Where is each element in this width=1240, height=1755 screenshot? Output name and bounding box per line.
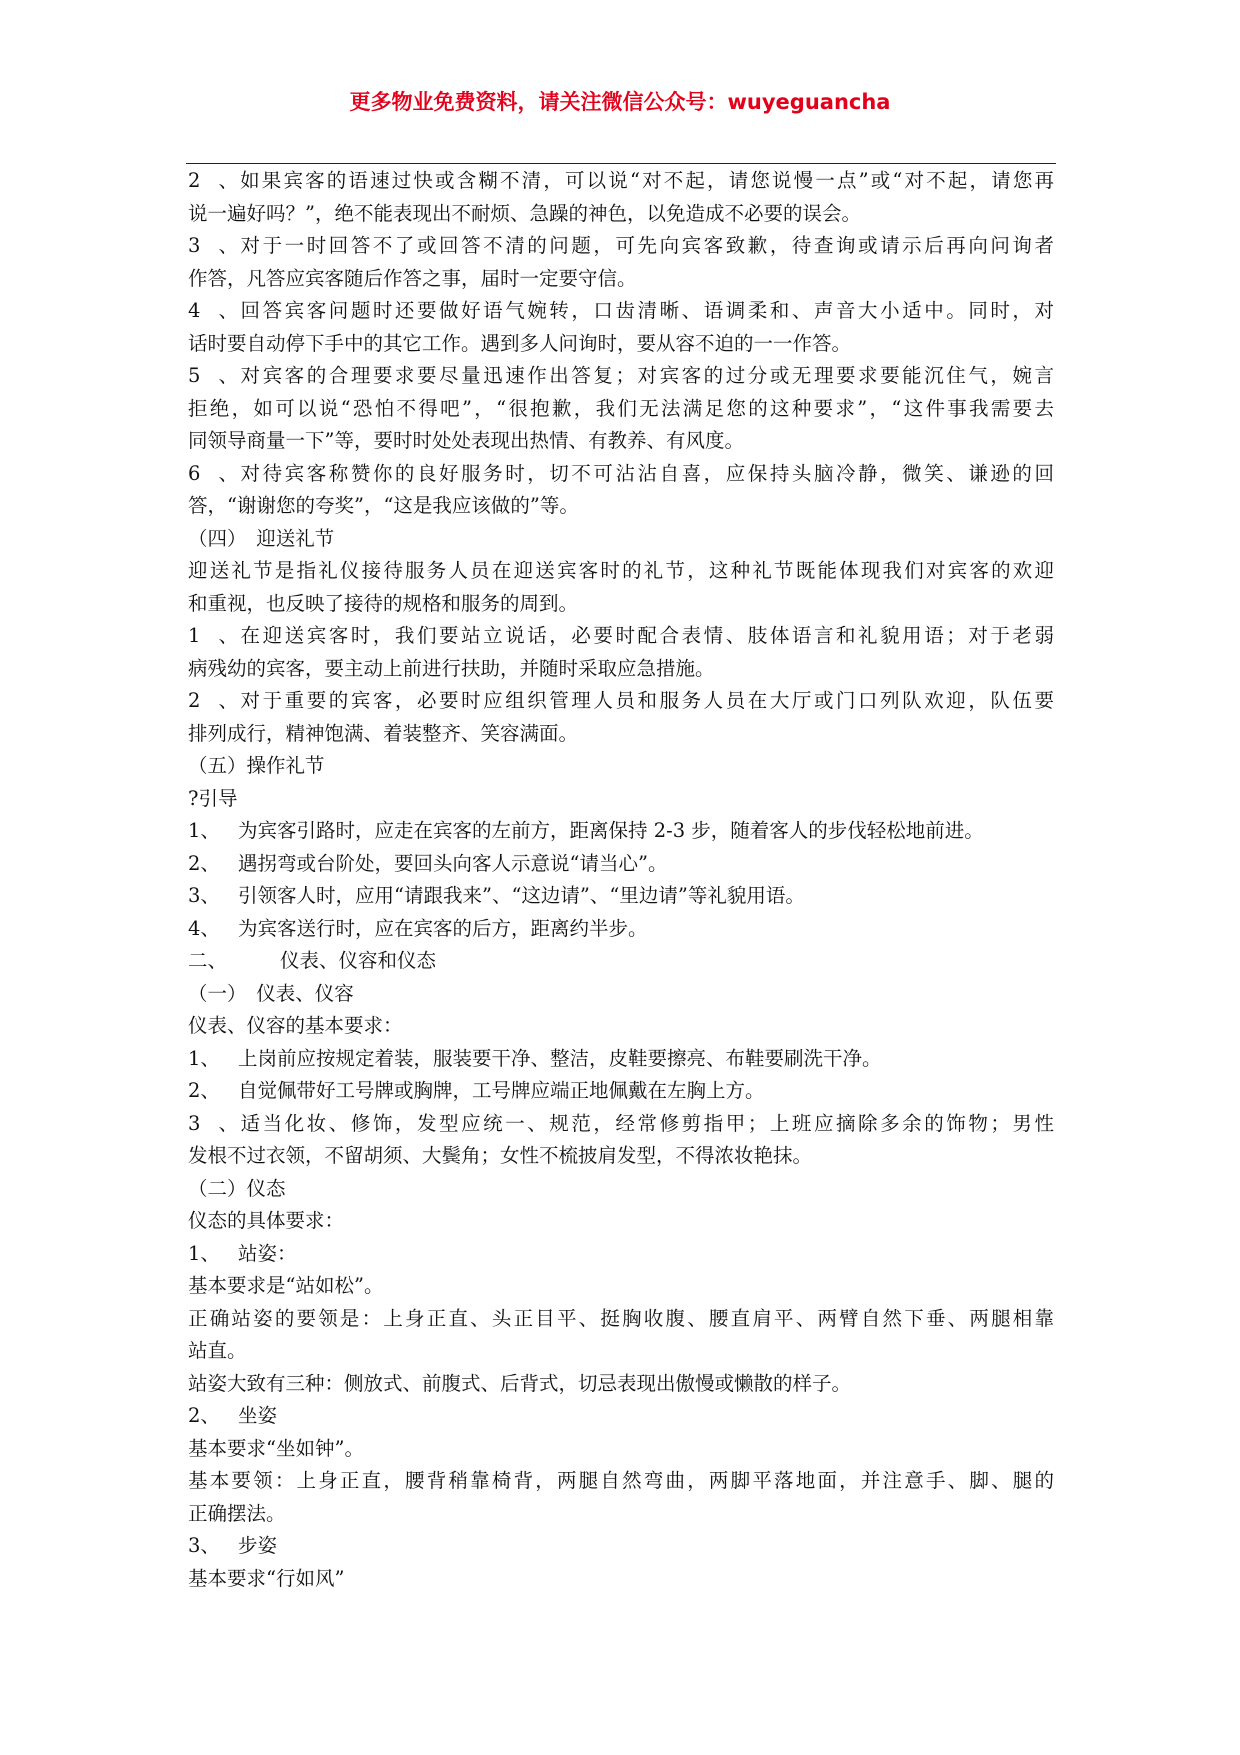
- line-text: 基本要求“坐如钟”。: [188, 1436, 364, 1460]
- line-text: 发根不过衣领，不留胡须、大鬓角；女性不梳披肩发型，不得浓妆艳抹。: [188, 1144, 813, 1167]
- text-line: [188, 263, 1054, 296]
- text-line: [188, 1400, 1054, 1433]
- line-text: 在迎送宾客时，我们要站立说话，必要时配合表情、肢体语言和礼貌用语；对于老弱: [238, 624, 1054, 647]
- text-line: [188, 848, 1054, 881]
- item-number: 1、: [188, 1241, 220, 1265]
- text-line: [188, 1270, 1054, 1303]
- line-text: 排列成行，精神饱满、着装整齐、笑容满面。: [188, 721, 579, 745]
- text-line: [188, 393, 1054, 426]
- text-line: [188, 913, 1054, 946]
- text-line: [188, 945, 1054, 978]
- item-number: 1、: [188, 624, 238, 647]
- line-text: 站姿：: [238, 1241, 297, 1265]
- text-line: [188, 198, 1054, 231]
- text-line: [188, 1303, 1054, 1336]
- text-line: [188, 880, 1054, 913]
- line-text: 对于重要的宾客，必要时应组织管理人员和服务人员在大厅或门口列队欢迎，队伍要: [238, 689, 1054, 712]
- line-text: 答，“谢谢您的夸奖”，“这是我应该做的”等。: [188, 494, 579, 517]
- item-number: 3、: [188, 1111, 238, 1135]
- text-line: [188, 555, 1054, 588]
- item-number: 2、: [188, 169, 238, 192]
- text-line: [188, 295, 1054, 328]
- item-number: 1、: [188, 819, 220, 842]
- text-line: [188, 458, 1054, 491]
- text-line: [188, 718, 1054, 751]
- item-number: 4、: [188, 299, 238, 322]
- text-line: [188, 1043, 1054, 1076]
- text-line: [188, 815, 1054, 848]
- header-divider: [186, 163, 1056, 164]
- line-text: （五）操作礼节: [188, 754, 325, 777]
- text-line: [188, 653, 1054, 686]
- item-number: 1、: [188, 1046, 220, 1070]
- item-number: 2、: [188, 1079, 220, 1102]
- line-text: 如果宾客的语速过快或含糊不清，可以说“对不起，请您说慢一点”或“对不起，请您再: [238, 169, 1054, 192]
- line-text: 拒绝，如可以说“恐怕不得吧”，“很抱歉，我们无法满足您的这种要求”，“这件事我需要去: [188, 396, 1054, 420]
- line-text: 话时要自动停下手中的其它工作。遇到多人问询时，要从容不迫的一一作答。: [188, 331, 852, 355]
- item-number: 3、: [188, 1534, 220, 1557]
- line-text: 病残幼的宾客，要主动上前进行扶助，并随时采取应急措施。: [188, 656, 715, 680]
- text-line: [188, 1173, 1054, 1206]
- text-line: [188, 978, 1054, 1011]
- line-text: 为宾客引路时，应走在宾客的左前方，距离保持 2-3 步，随着客人的步伐轻松地前进。: [238, 819, 984, 842]
- line-text: 基本要求“行如风”: [188, 1566, 345, 1590]
- line-text: 仪表、仪容和仪态: [280, 949, 437, 972]
- item-number: 2、: [188, 1404, 220, 1427]
- line-text: 站姿大致有三种：侧放式、前腹式、后背式，切忌表现出傲慢或懒散的样子。: [188, 1371, 852, 1395]
- text-line: [188, 783, 1054, 816]
- line-text: 适当化妆、修饰，发型应统一、规范，经常修剪指甲；上班应摘除多余的饰物；男性: [238, 1111, 1054, 1135]
- line-text: 坐姿: [238, 1404, 278, 1427]
- text-line: [188, 1010, 1054, 1043]
- text-line: [188, 1140, 1054, 1173]
- line-text: 作答，凡答应宾客随后作答之事，届时一定要守信。: [188, 266, 637, 290]
- line-text: 引领客人时，应用“请跟我来”、“这边请”、“里边请”等礼貌用语。: [238, 884, 805, 907]
- line-text: 正确站姿的要领是：上身正直、头正目平、挺胸收腹、腰直肩平、两臂自然下垂、两腿相靠: [188, 1306, 1054, 1330]
- item-number: 6、: [188, 461, 238, 485]
- text-line: [188, 750, 1054, 783]
- line-text: （二）仪态: [188, 1176, 286, 1200]
- text-line: [188, 1205, 1054, 1238]
- text-line: [188, 1563, 1054, 1596]
- line-text: ?引导: [188, 786, 238, 810]
- text-line: [188, 685, 1054, 718]
- line-text: 基本要求是“站如松”。: [188, 1274, 384, 1297]
- line-text: 仪态的具体要求：: [188, 1209, 345, 1232]
- item-number: 5、: [188, 364, 238, 387]
- item-number: 2、: [188, 851, 220, 875]
- item-number: 2、: [188, 689, 238, 712]
- line-text: 仪表、仪容的基本要求：: [188, 1014, 403, 1037]
- line-text: （一） 仪表、仪容: [188, 981, 354, 1005]
- line-text: 自觉佩带好工号牌或胸牌，工号牌应端正地佩戴在左胸上方。: [238, 1079, 765, 1102]
- text-line: [188, 1530, 1054, 1563]
- line-text: 对于一时回答不了或回答不清的问题，可先向宾客致歉，待查询或请示后再向问询者: [238, 234, 1054, 257]
- line-text: 同领导商量一下”等，要时时处处表现出热情、有教养、有风度。: [188, 429, 744, 452]
- item-number: 4、: [188, 916, 220, 940]
- text-line: [188, 1108, 1054, 1141]
- text-line: [188, 1368, 1054, 1401]
- line-text: 步姿: [238, 1534, 278, 1557]
- line-text: 对宾客的合理要求要尽量迅速作出答复；对宾客的过分或无理要求要能沉住气，婉言: [238, 364, 1054, 387]
- line-text: 迎送礼节是指礼仪接待服务人员在迎送宾客时的礼节，这种礼节既能体现我们对宾客的欢迎: [188, 559, 1054, 582]
- line-text: 对待宾客称赞你的良好服务时，切不可沾沾自喜，应保持头脑冷静，微笑、谦逊的回: [238, 461, 1054, 485]
- text-line: [188, 1498, 1054, 1531]
- line-text: 回答宾客问题时还要做好语气婉转，口齿清晰、语调柔和、声音大小适中。同时，对: [238, 299, 1054, 322]
- text-line: [188, 588, 1054, 621]
- line-text: 上岗前应按规定着装，服装要干净、整洁，皮鞋要擦亮、布鞋要刷洗干净。: [238, 1046, 882, 1070]
- text-line: [188, 1335, 1054, 1368]
- text-line: [188, 1433, 1054, 1466]
- item-number: 3、: [188, 884, 220, 907]
- line-text: 和重视，也反映了接待的规格和服务的周到。: [188, 591, 579, 615]
- line-text: 基本要领：上身正直，腰背稍靠椅背，两腿自然弯曲，两脚平落地面，并注意手、脚、腿的: [188, 1469, 1054, 1492]
- text-line: [188, 1238, 1054, 1271]
- text-line: [188, 425, 1054, 458]
- line-text: 说一遍好吗？”，绝不能表现出不耐烦、急躁的神色，以免造成不必要的误会。: [188, 201, 861, 225]
- promo-banner: 更多物业免费资料，请关注微信公众号：wuyeguancha: [349, 90, 891, 114]
- line-text: 站直。: [188, 1339, 247, 1362]
- text-line: [188, 1465, 1054, 1498]
- text-line: [188, 523, 1054, 556]
- text-line: [188, 165, 1054, 198]
- line-text: 为宾客送行时，应在宾客的后方，距离约半步。: [238, 916, 648, 940]
- document-body: [188, 165, 1054, 1595]
- text-line: [188, 230, 1054, 263]
- text-line: [188, 490, 1054, 523]
- line-text: 遇拐弯或台阶处，要回头向客人示意说“请当心”。: [238, 851, 668, 875]
- line-text: 正确摆法。: [188, 1501, 286, 1525]
- line-text: （四） 迎送礼节: [188, 526, 335, 550]
- text-line: [188, 328, 1054, 361]
- item-number: 二、: [188, 949, 228, 972]
- item-number: 3、: [188, 234, 238, 257]
- text-line: [188, 620, 1054, 653]
- text-line: [188, 360, 1054, 393]
- text-line: [188, 1075, 1054, 1108]
